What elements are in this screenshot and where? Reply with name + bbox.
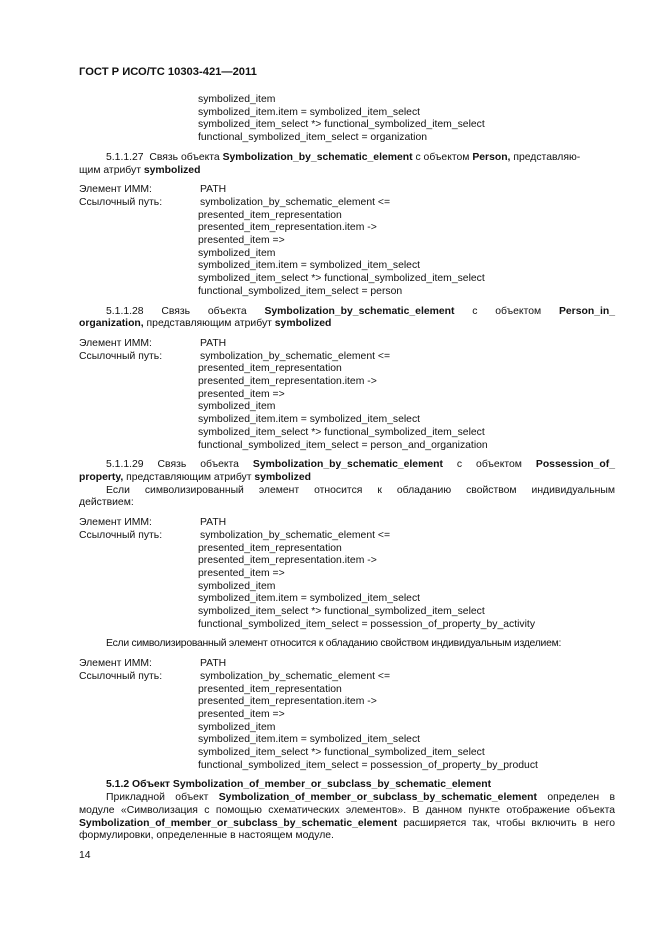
path-line: symbolization_by_schematic_element <=: [200, 670, 391, 682]
path-line: presented_item =>: [198, 235, 285, 247]
path-line: symbolized_item.item = symbolized_item_select: [198, 414, 421, 426]
path-line: symbolized_item_select *> functional_symbolized_item_select: [198, 606, 485, 618]
path-line: symbolization_by_schematic_element <=: [200, 350, 391, 362]
path-label: Ссылочный путь:: [79, 350, 163, 362]
section-title-cont: property, представляющим атрибут symbolized: [79, 471, 311, 483]
section-title: 5.1.1.28 Связь объекта Symbolization_by_schematic_element с объектом Person_in_: [106, 305, 615, 317]
condition-text-cont: действием:: [79, 497, 134, 509]
path-line: presented_item_representation: [198, 209, 342, 221]
section-5-1-1-28: [79, 306, 615, 453]
element-label: Элемент ИММ:: [79, 337, 152, 349]
path-line: presented_item_representation.item ->: [198, 376, 377, 388]
path-line: functional_symbolized_item_select = possession_of_property_by_product: [198, 759, 538, 771]
element-value: PATH: [200, 517, 227, 529]
path-line: symbolized_item.item = symbolized_item_select: [198, 260, 421, 272]
path-line: presented_item_representation: [198, 542, 342, 554]
condition-text: Если символизированный элемент относится к обладанию свойством индивидуальным изделием:: [106, 638, 562, 650]
path-line: symbolized_item: [198, 94, 276, 105]
element-value: PATH: [200, 337, 227, 349]
path-line: symbolization_by_schematic_element <=: [200, 529, 391, 541]
path-line: symbolized_item.item = symbolized_item_select: [198, 734, 421, 746]
path-line: symbolization_by_schematic_element <=: [200, 196, 391, 208]
section-title-cont: щим атрибут symbolized: [79, 164, 201, 176]
section-title-cont: organization, представляющим атрибут symbolized: [79, 318, 332, 330]
path-line: symbolized_item_select *> functional_symbolized_item_select: [198, 119, 485, 131]
page-content: [79, 94, 615, 843]
path-line: symbolized_item: [198, 401, 276, 413]
mapping-block: [79, 184, 615, 298]
condition-text: Если символизированный элемент относится к обладанию свойством индивидуальным: [106, 484, 615, 496]
mapping-block: [79, 658, 615, 772]
section-title: 5.1.1.29 Связь объекта Symbolization_by_schematic_element с объектом Possession_of_: [106, 459, 616, 471]
path-label: Ссылочный путь:: [79, 529, 163, 541]
path-line: presented_item =>: [198, 708, 285, 720]
path-line: functional_symbolized_item_select = person: [198, 285, 403, 297]
path-line: symbolized_item_select *> functional_symbolized_item_select: [198, 747, 485, 759]
path-line: presented_item_representation.item ->: [198, 222, 377, 234]
element-label: Элемент ИММ:: [79, 658, 152, 670]
subsection-heading: 5.1.2 Объект Symbolization_of_member_or_subclass_by_schematic_element: [106, 779, 492, 791]
mapping-block: [79, 517, 615, 631]
path-line: symbolized_item_select *> functional_symbolized_item_select: [198, 426, 485, 438]
path-label: Ссылочный путь:: [79, 670, 163, 682]
path-line: functional_symbolized_item_select = organization: [198, 132, 428, 144]
path-line: symbolized_item.item = symbolized_item_select: [198, 593, 421, 605]
document-header: ГОСТ Р ИСО/ТС 10303-421—2011: [79, 66, 257, 78]
page-number: 14: [79, 850, 91, 861]
path-line: symbolized_item: [198, 721, 276, 733]
section-5-1-1-29: [79, 459, 615, 772]
section-title: 5.1.1.27 Связь объекта Symbolization_by_schematic_element с объектом Person, представляю-: [106, 151, 581, 163]
path-line: presented_item_representation: [198, 363, 342, 375]
path-line: presented_item_representation.item ->: [198, 555, 377, 567]
element-value: PATH: [200, 184, 227, 196]
path-line: symbolized_item_select *> functional_symbolized_item_select: [198, 273, 485, 285]
element-label: Элемент ИММ:: [79, 517, 152, 529]
path-line: functional_symbolized_item_select = person_and_organization: [198, 439, 488, 451]
path-line: presented_item_representation.item ->: [198, 696, 377, 708]
element-label: Элемент ИММ:: [79, 184, 152, 196]
path-line: symbolized_item: [198, 580, 276, 592]
section-5-1-1-27: [79, 152, 615, 299]
mapping-block: [79, 338, 615, 452]
intro-path-block: [79, 94, 615, 145]
subsection-paragraph: Прикладной объект Symbolization_of_member_or_subclass_by_schematic_element определен в модуле «Символизация с помощью схематических элементов». В данном пункте отображение объекта Symbolization_of_member_or_subclass_by_schematic_element расширяется так, чтобы включить в него формулировки, определенные в настоящем модуле.: [79, 792, 616, 842]
path-line: symbolized_item: [198, 247, 276, 259]
path-line: symbolized_item.item = symbolized_item_select: [198, 106, 421, 118]
path-line: presented_item_representation: [198, 683, 342, 695]
path-label: Ссылочный путь:: [79, 196, 163, 208]
element-value: PATH: [200, 658, 227, 670]
path-line: presented_item =>: [198, 567, 285, 579]
path-line: presented_item =>: [198, 388, 285, 400]
path-line: functional_symbolized_item_select = possession_of_property_by_activity: [198, 618, 536, 630]
